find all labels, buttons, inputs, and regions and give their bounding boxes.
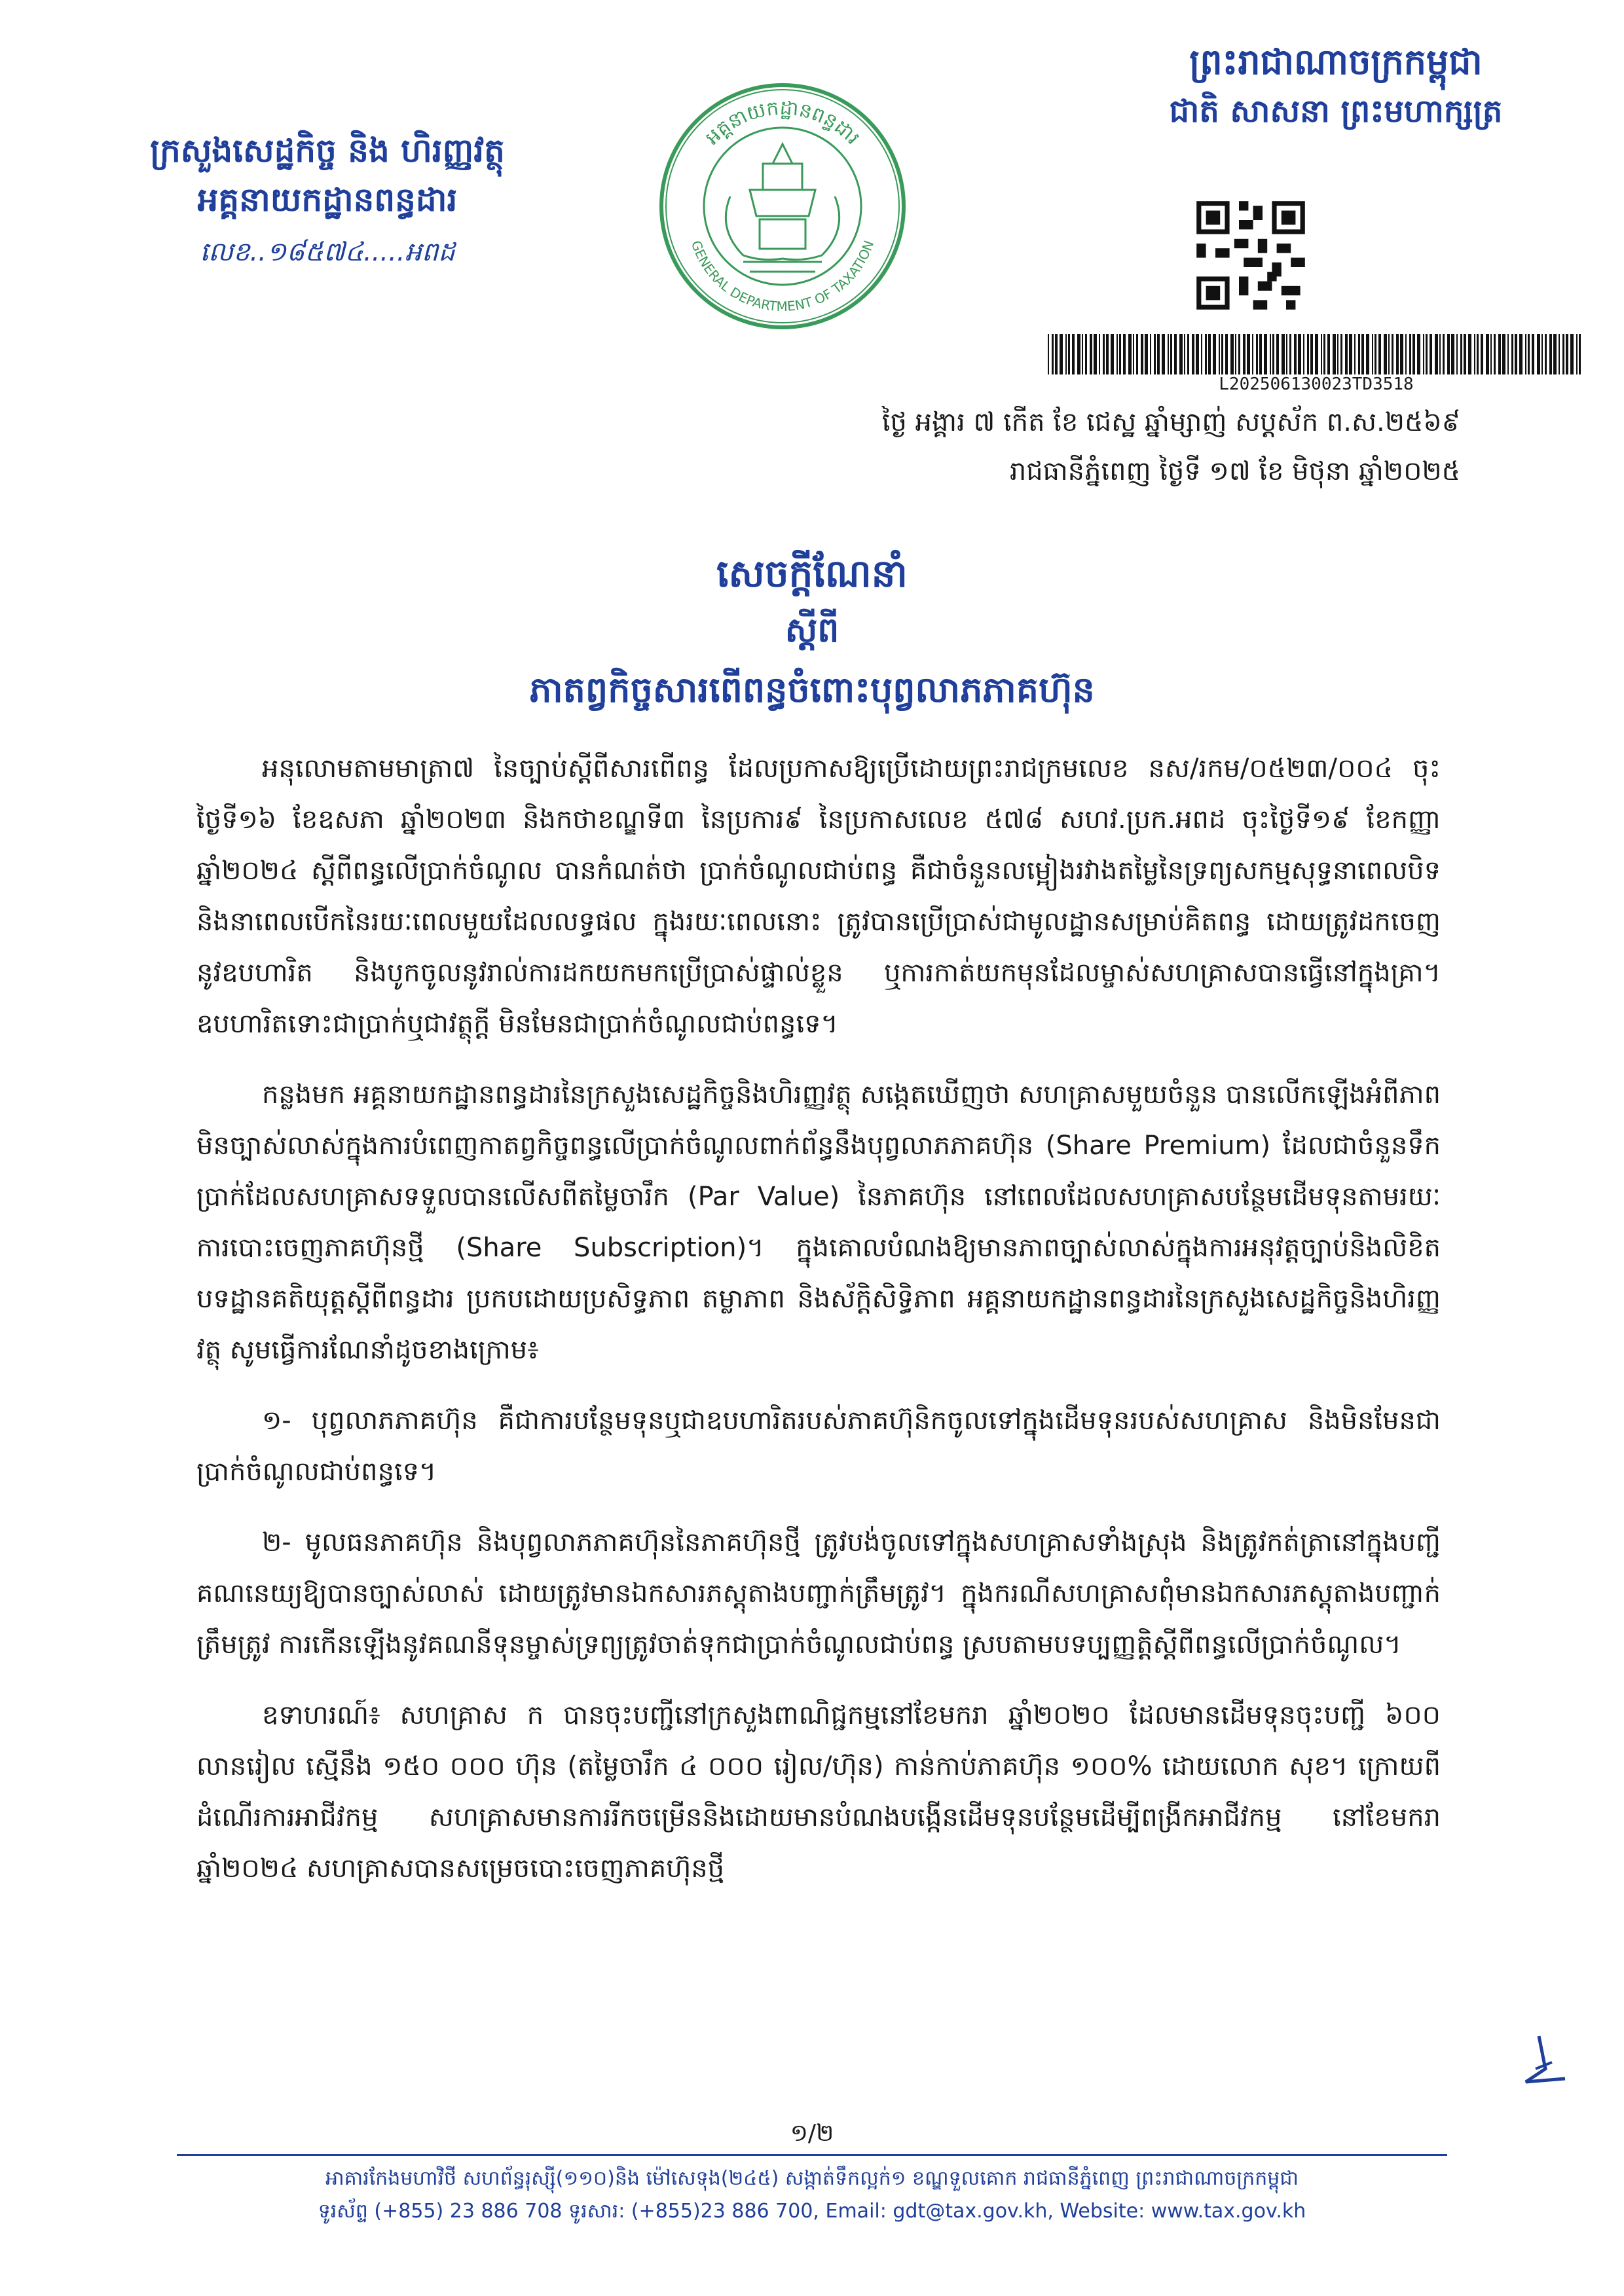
barcode-icon <box>1048 334 1585 374</box>
document-type: សេចក្ដីណែនាំ <box>716 551 908 596</box>
kingdom-name: ព្រះរាជាណាចក្រកម្ពុជា <box>1189 41 1483 82</box>
lunar-date: ថ្ងៃ អង្គារ ៧ កើត ខែ ជេស្ឋ ឆ្នាំម្សាញ់ សប្តស័ក ព.ស.២៥៦៩ <box>881 407 1460 437</box>
ministry-header <box>98 128 557 274</box>
tax-department-seal <box>652 65 913 347</box>
paragraph-example: ឧទាហរណ៍៖ សហគ្រាស ក បានចុះបញ្ជីនៅក្រសួងពាណិជ្ជកម្មនៅខែមករា ឆ្នាំ២០២០ ដែលមានដើមទុនចុះបញ្ជី ៦០០ លានរៀល ស្មើនឹង ១៥០ ០០០ ហ៊ុន (តម្លៃចារឹក ៤ ០០០ រៀល/ហ៊ុន) កាន់កាប់ភាគហ៊ុន ១០០% ដោយលោក សុខ។ ក្រោយពីដំណើរការអាជីវកម្ម សហគ្រាសមានការរីកចម្រើននិងដោយមានបំណងបង្កើនដើមទុនបន្ថែមដើម្បីពង្រីកអាជីវកម្ម នៅខែមករា ឆ្នាំ២០២៤ សហគ្រាសបានសម្រេចបោះចេញភាគហ៊ុនថ្មី <box>196 1700 1441 1884</box>
footer-address: អាគារកែងមហាវិថី សហព័ន្ធរុស្ស៊ី(១១០)និង ម៉ៅសេទុង(២៤៥) សង្កាត់ទឹកល្អក់១ ខណ្ឌទួលគោក រាជធានីភ្នំពេញ ព្រះរាជាណាចក្រកម្ពុជា <box>325 2167 1299 2190</box>
reference-number: លេខ..១៨៥៧៤.....អពដ <box>200 237 455 267</box>
footer-contact: ទូរស័ព្ទ (+855) 23 886 708 ទូរសារ: (+855)23 886 700, Email: gdt@tax.gov.kh, Website: www.tax.gov.kh <box>318 2200 1306 2223</box>
barcode-number: L202506130023TD3518 <box>1219 374 1414 394</box>
solar-date: រាជធានីភ្នំពេញ ថ្ងៃទី ១៧ ខែ មិថុនា ឆ្នាំ២០២៥ <box>1009 456 1460 486</box>
department-name: អគ្គនាយកដ្ឋានពន្ធដារ <box>197 181 458 219</box>
seal-bottom-text: GENERAL DEPARTMENT OF TAXATION <box>688 238 877 315</box>
ministry-name: ក្រសួងសេដ្ឋកិច្ច និង ហិរញ្ញវត្ថុ <box>150 132 505 170</box>
paragraph-context: កន្លងមក អគ្គនាយកដ្ឋានពន្ធដារនៃក្រសួងសេដ្ឋកិច្ចនិងហិរញ្ញវត្ថុ សង្កេតឃើញថា សហគ្រាសមួយចំនួន បានលើកឡើងអំពីភាពមិនច្បាស់លាស់ក្នុងការបំពេញកាតព្វកិច្ចពន្ធលើប្រាក់ចំណូលពាក់ព័ន្ធនឹងបុព្វលាភភាគហ៊ុន (Share Premium) ដែលជាចំនួនទឹកប្រាក់ដែលសហគ្រាសទទួលបានលើសពីតម្លៃចារឹក (Par Value) នៃភាគហ៊ុន នៅពេលដែលសហគ្រាសបន្ថែមដើមទុនតាមរយៈការបោះចេញភាគហ៊ុនថ្មី (Share Subscription)។ ក្នុងគោលបំណងឱ្យមានភាពច្បាស់លាស់ក្នុងការអនុវត្តច្បាប់និងលិខិតបទដ្ឋានគតិយុត្តស្ដីពីពន្ធដារ ប្រកបដោយប្រសិទ្ធភាព តម្លាភាព និងស័ក្ដិសិទ្ធិភាព អគ្គនាយកដ្ឋានពន្ធដារនៃក្រសួងសេដ្ឋកិច្ចនិងហិរញ្ញវត្ថុ សូមធ្វើការណែនាំដូចខាងក្រោម៖ <box>196 1080 1441 1365</box>
document-body <box>196 743 1441 1914</box>
emblem-icon <box>726 144 839 272</box>
signature-mark-icon <box>1506 2030 1578 2102</box>
page-number: ១/២ <box>790 2120 834 2147</box>
paragraph-legal-basis: អនុលោមតាមមាត្រា៧ នៃច្បាប់ស្ដីពីសារពើពន្ធ ដែលប្រកាសឱ្យប្រើដោយព្រះរាជក្រមលេខ នស/រកម/០៥២៣/០០៤ ចុះថ្ងៃទី១៦ ខែឧសភា ឆ្នាំ២០២៣ និងកថាខណ្ឌទី៣ នៃប្រការ៩ នៃប្រកាសលេខ ៥៧៨ សហវ.ប្រក.អពដ ចុះថ្ងៃទី១៩ ខែកញ្ញា ឆ្នាំ២០២៤ ស្ដីពីពន្ធលើប្រាក់ចំណូល បានកំណត់ថា ប្រាក់ចំណូលជាប់ពន្ធ គឺជាចំនួនលម្អៀងរវាងតម្លៃនៃទ្រព្យសកម្មសុទ្ធនាពេលបិទ និងនាពេលបើកនៃរយៈពេលមួយដែលលទ្ធផល ក្នុងរយៈពេលនោះ ត្រូវបានប្រើប្រាស់ជាមូលដ្ឋានសម្រាប់គិតពន្ធ ដោយត្រូវដកចេញនូវឧបហារិត និងបូកចូលនូវរាល់ការដកយកមកប្រើប្រាស់ផ្ទាល់ខ្លួន ឬការកាត់យកមុនដែលម្ចាស់សហគ្រាសបានធ្វើនៅក្នុងគ្រា។ ឧបហារិតទោះជាប្រាក់ឬជាវត្ថុក្ដី មិនមែនជាប្រាក់ចំណូលជាប់ពន្ធទេ។ <box>196 754 1441 1039</box>
document-subject: ភាតព្វកិច្ចសារពើពន្ធចំពោះបុព្វលាភភាគហ៊ុន <box>529 669 1095 710</box>
kingdom-header <box>1087 36 1585 134</box>
paragraph-point-2: ២- មូលធនភាគហ៊ុន និងបុព្វលាភភាគហ៊ុននៃភាគហ៊ុនថ្មី ត្រូវបង់ចូលទៅក្នុងសហគ្រាសទាំងស្រុង និងត្រូវកត់ត្រានៅក្នុងបញ្ជីគណនេយ្យឱ្យបានច្បាស់លាស់ ដោយត្រូវមានឯកសារភស្ដុតាងបញ្ជាក់ត្រឹមត្រូវ។ ក្នុងករណីសហគ្រាសពុំមានឯកសារភស្ដុតាងបញ្ជាក់ត្រឹមត្រូវ ការកើនឡើងនូវគណនីទុនម្ចាស់ទ្រព្យត្រូវចាត់ទុកជាប្រាក់ចំណូលជាប់ពន្ធ ស្របតាមបទប្បញ្ញត្តិស្ដីពីពន្ធលើប្រាក់ចំណូល។ <box>196 1527 1441 1660</box>
title-about: ស្ដីពី <box>784 611 840 650</box>
footer-divider <box>177 2154 1447 2156</box>
national-motto: ជាតិ សាសនា ព្រះមហាក្សត្រ <box>1169 93 1503 130</box>
qr-code-icon <box>1192 196 1310 314</box>
seal-top-text: អគ្គនាយកដ្ឋានពន្ធដារ <box>701 96 864 150</box>
paragraph-point-1: ១- បុព្វលាភភាគហ៊ុន គឺជាការបន្ថែមទុនឬជាឧបហារិតរបស់ភាគហ៊ុនិកចូលទៅក្នុងដើមទុនរបស់សហគ្រាស និងមិនមែនជាប្រាក់ចំណូលជាប់ពន្ធទេ។ <box>196 1406 1441 1487</box>
